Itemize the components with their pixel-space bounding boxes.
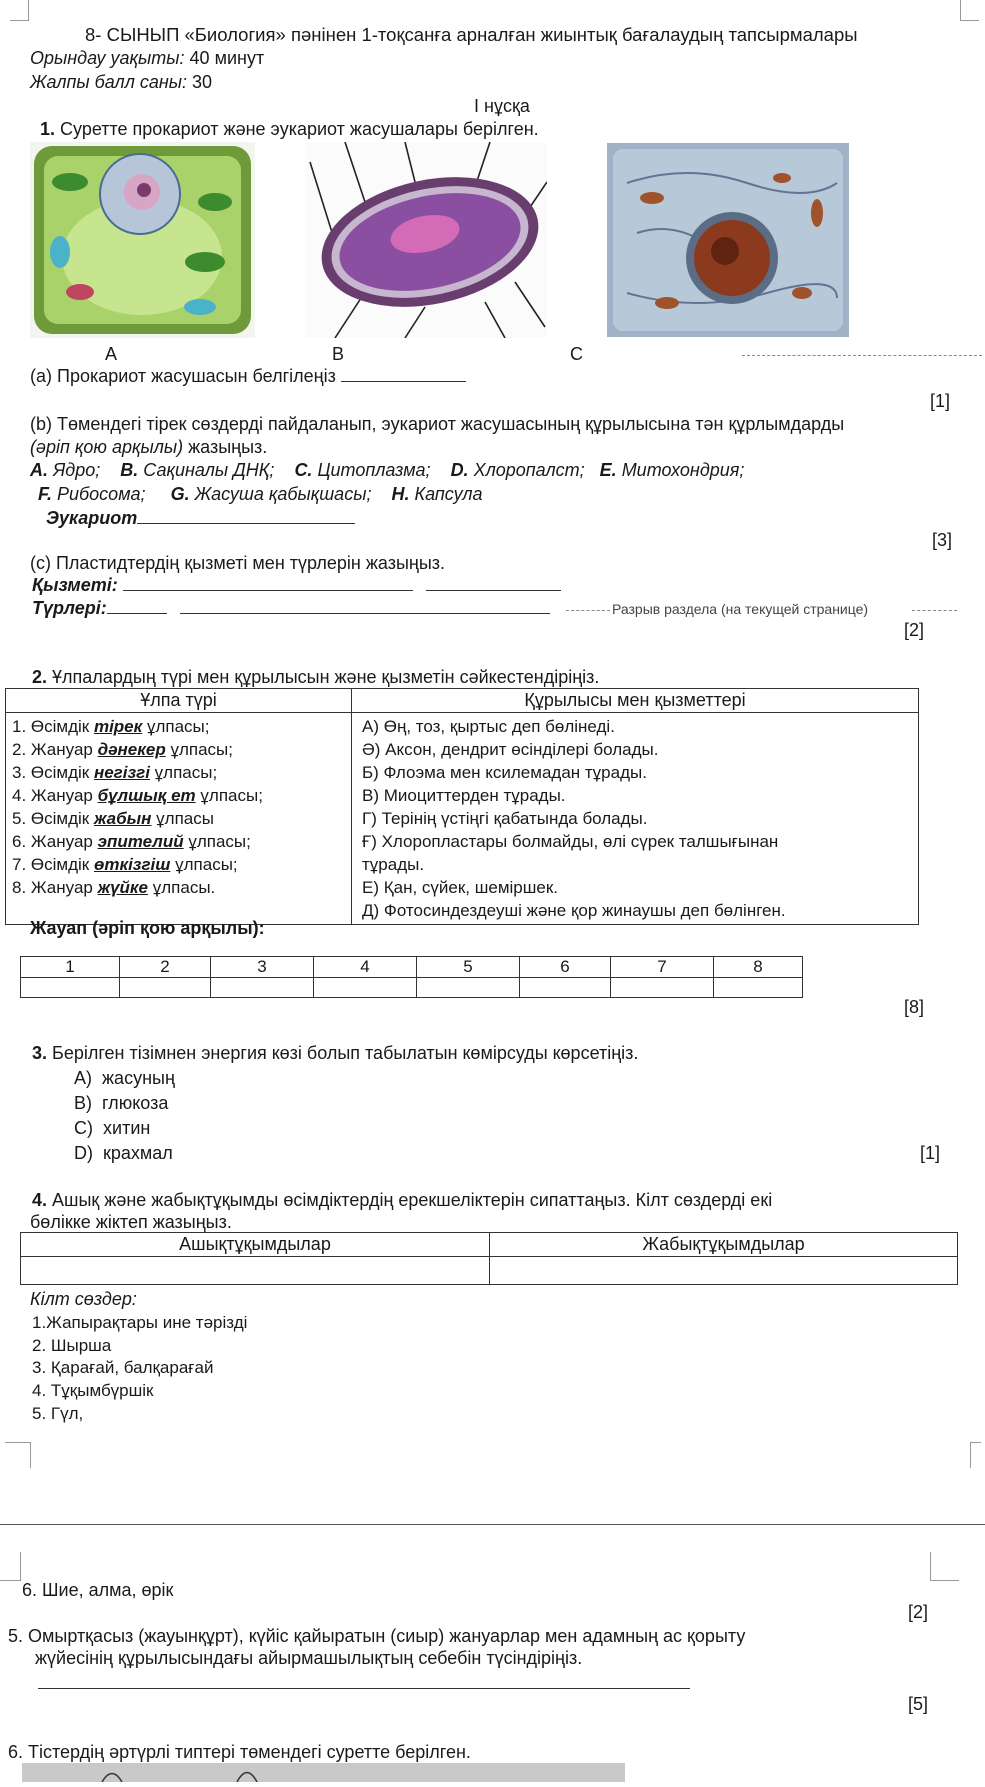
- q1-text: Суретте прокариот және эукариот жасушалары берілген.: [60, 119, 539, 139]
- q1c-text: (c) Пластидтердің қызметі мен түрлерін жазыңыз.: [30, 553, 446, 573]
- tissue-item: 1. Өсімдік тірек ұлпасы;: [12, 717, 210, 736]
- key-word-item: 1.Жапырақтары ине тәрізді: [32, 1313, 248, 1332]
- crop-mark: [5, 1442, 31, 1468]
- answer-col-header: 3: [211, 957, 314, 978]
- function-answer-blank[interactable]: [123, 589, 413, 591]
- answer-cell[interactable]: [611, 978, 714, 998]
- q1-number: 1.: [40, 119, 56, 139]
- tissue-item: 4. Жануар бұлшық ет ұлпасы;: [12, 786, 263, 805]
- key-word-item: 4. Тұқымбүршік: [32, 1381, 154, 1400]
- answer-col-header: 7: [611, 957, 714, 978]
- dashed-rule: [742, 355, 982, 356]
- plant-groups-table: [20, 1232, 958, 1285]
- answer-col-header: 6: [520, 957, 611, 978]
- tissue-matching-table: [5, 688, 919, 925]
- gymnosperm-answer-cell[interactable]: [21, 1257, 490, 1285]
- structure-item: Б) Флоэма мен ксилемадан тұрады.: [362, 763, 647, 782]
- crop-mark: [960, 0, 979, 21]
- key-word-item: 5. Гүл,: [32, 1404, 84, 1423]
- q3-text: Берілген тізімнен энергия көзі болып табылатын көмірсуды көрсетіңіз.: [52, 1043, 639, 1063]
- q5-answer-line[interactable]: [38, 1688, 690, 1689]
- types-label: Түрлері:: [32, 598, 107, 618]
- crop-mark: [930, 1552, 959, 1581]
- q4-text-line2: бөлікке жіктеп жазыңыз.: [30, 1212, 232, 1232]
- tissue-item: 3. Өсімдік негізгі ұлпасы;: [12, 763, 218, 782]
- crop-mark: [10, 0, 29, 21]
- variant-label: I нұсқа: [474, 96, 530, 116]
- gymnosperm-header: Ашықтұқымдылар: [21, 1233, 490, 1257]
- eukaryote-answer-blank[interactable]: [137, 522, 355, 524]
- structure-item: Ғ) Хлоропластары болмайды, өлі сүрек талшығынан: [362, 832, 779, 851]
- structure-item: Д) Фотосиндездеуші және қор жинаушы деп бөлінген.: [362, 901, 786, 920]
- image-label-a: A: [105, 344, 118, 364]
- q3-heading: [32, 1043, 638, 1064]
- option-a: A. Ядро;: [30, 460, 101, 480]
- answer-col-header: 2: [120, 957, 211, 978]
- answer-cell[interactable]: [314, 978, 417, 998]
- q1b-text-line1: (b) Төмендегі тірек сөздерді пайдаланып, эукариот жасушасының құрылысына тән құрлымдарды: [30, 414, 845, 434]
- tissue-list-cell: [6, 713, 352, 925]
- q1b-hint: (әріп қою арқылы): [30, 437, 184, 457]
- answer-cell[interactable]: [520, 978, 611, 998]
- answer-cell[interactable]: [120, 978, 211, 998]
- q1c-types-line: [32, 598, 550, 619]
- q1-heading: [40, 119, 539, 140]
- animal-cell-image: [607, 143, 849, 337]
- q2-text: Ұлпалардың түрі мен құрылысын және қызметін сәйкестендіріңіз.: [52, 667, 600, 687]
- q2-heading: [32, 667, 599, 688]
- structure-item: А) Өң, тоз, қыртыс деп бөлінеді.: [362, 717, 615, 736]
- score-value: 30: [192, 72, 213, 92]
- answer-cell[interactable]: [714, 978, 803, 998]
- answer-col-header: 1: [21, 957, 120, 978]
- answer-grid: [20, 956, 803, 998]
- q1c-function-line: [32, 575, 561, 596]
- q1a-line: [30, 366, 466, 387]
- option-h: H. Капсула: [391, 484, 483, 504]
- option-f: F. Рибосома;: [38, 484, 146, 504]
- page2-item-6: 6. Шие, алма, өрік: [22, 1580, 174, 1600]
- q2-score: [8]: [904, 997, 925, 1017]
- types-answer-blank-2[interactable]: [180, 612, 550, 614]
- q1a-score: [1]: [930, 391, 951, 411]
- key-words-label: Кілт сөздер:: [30, 1289, 137, 1309]
- option-b: B. Сақиналы ДНҚ;: [120, 460, 275, 480]
- tissue-col-header: Ұлпа түрі: [6, 689, 352, 713]
- function-answer-blank-2[interactable]: [426, 589, 561, 591]
- score-label: Жалпы балл саны:: [30, 72, 188, 92]
- q1c-score: [2]: [904, 620, 925, 640]
- bacterial-cell-image: [305, 142, 547, 338]
- structure-item: тұрады.: [362, 855, 425, 874]
- q2-number: 2.: [32, 667, 48, 687]
- option-d: D. Хлоропалст;: [450, 460, 585, 480]
- option-c: C. Цитоплазма;: [294, 460, 431, 480]
- q3-option-b: B) глюкоза: [74, 1093, 169, 1113]
- option-g: G. Жасуша қабықшасы;: [170, 484, 372, 504]
- exam-score: [30, 72, 212, 93]
- answer-cell[interactable]: [21, 978, 120, 998]
- q4-text: Ашық және жабықтұқымды өсімдіктердің ерекшеліктерін сипаттаңыз. Кілт сөздерді екі: [52, 1190, 773, 1210]
- answer-cell[interactable]: [417, 978, 520, 998]
- crop-mark: [0, 1552, 21, 1581]
- q1b-options-row1: [30, 460, 744, 481]
- tissue-item: 8. Жануар жүйке ұлпасы.: [12, 878, 216, 897]
- key-word-item: 3. Қарағай, балқарағай: [32, 1358, 214, 1377]
- structure-item: В) Миоциттерден тұрады.: [362, 786, 566, 805]
- key-word-item: 2. Шырша: [32, 1336, 112, 1355]
- page2-score-b: [5]: [908, 1694, 929, 1714]
- q5-text-line2: жүйесінің құрылысындағы айырмашылықтың себебін түсіндіріңіз.: [35, 1648, 583, 1668]
- plant-cell-image: [30, 142, 255, 338]
- time-value: 40 минут: [189, 48, 265, 68]
- tissue-item: 6. Жануар эпителий ұлпасы;: [12, 832, 251, 851]
- crop-mark: [970, 1442, 981, 1468]
- eukaryote-line: [46, 508, 355, 529]
- q1b-text-line2: [30, 437, 267, 458]
- q1a-answer-blank[interactable]: [341, 380, 466, 382]
- structure-item: Е) Қан, сүйек, шеміршек.: [362, 878, 559, 897]
- angiosperm-answer-cell[interactable]: [490, 1257, 958, 1285]
- q1b-score: [3]: [932, 530, 953, 550]
- q3-option-c: C) хитин: [74, 1118, 151, 1138]
- eukaryote-label: Эукариот: [46, 508, 138, 528]
- answer-col-header: 4: [314, 957, 417, 978]
- structure-list-cell: [352, 713, 919, 925]
- structure-item: Ә) Аксон, дендрит өсінділері болады.: [362, 740, 659, 759]
- q6-text: 6. Тістердің әртүрлі типтері төмендегі суретте берілген.: [8, 1742, 471, 1762]
- tissue-item: 7. Өсімдік өткізгіш ұлпасы;: [12, 855, 238, 874]
- tissue-item: 2. Жануар дәнекер ұлпасы;: [12, 740, 233, 759]
- q3-score: [1]: [920, 1143, 941, 1163]
- time-label: Орындау уақыты:: [30, 48, 185, 68]
- section-break-label: Разрыв раздела (на текущей странице): [612, 601, 869, 617]
- teeth-image: [22, 1763, 625, 1782]
- page-title: 8- СЫНЫП «Биология» пәнінен 1-тоқсанға арналған жиынтық бағалаудың тапсырмалары: [85, 24, 858, 45]
- q3-option-a: A) жасуның: [74, 1068, 175, 1088]
- exam-time: [30, 48, 264, 69]
- q1a-text: (a) Прокариот жасушасын белгілеңіз: [30, 366, 336, 386]
- q1b-options-row2: [38, 484, 483, 505]
- option-e: E. Митохондрия;: [599, 460, 745, 480]
- page-separator: [0, 1524, 985, 1525]
- q5-text-line1: 5. Омыртқасыз (жауынқұрт), күйіс қайыратын (сиыр) жануарлар мен адамның ас қорыту: [8, 1626, 746, 1646]
- structure-item: Г) Терінің үстіңгі қабатында болады.: [362, 809, 648, 828]
- structure-col-header: Құрылысы мен қызметтері: [352, 689, 919, 713]
- q2-answer-label: Жауап (әріп қою арқылы):: [30, 918, 265, 938]
- tissue-item: 5. Өсімдік жабын ұлпасы: [12, 809, 214, 828]
- image-label-c: C: [570, 344, 583, 364]
- q3-option-d: D) крахмал: [74, 1143, 173, 1163]
- section-break-rule: [566, 610, 610, 611]
- page2-score-a: [2]: [908, 1602, 929, 1622]
- q1b-rest: жазыңыз.: [183, 437, 268, 457]
- q4-heading: [32, 1190, 772, 1211]
- image-label-b: B: [332, 344, 345, 364]
- angiosperm-header: Жабықтұқымдылар: [490, 1233, 958, 1257]
- q3-number: 3.: [32, 1043, 48, 1063]
- q4-number: 4.: [32, 1190, 48, 1210]
- function-label: Қызметі:: [32, 575, 118, 595]
- answer-col-header: 5: [417, 957, 520, 978]
- answer-col-header: 8: [714, 957, 803, 978]
- types-answer-blank[interactable]: [107, 612, 167, 614]
- section-break-rule-2: [912, 610, 957, 611]
- answer-cell[interactable]: [211, 978, 314, 998]
